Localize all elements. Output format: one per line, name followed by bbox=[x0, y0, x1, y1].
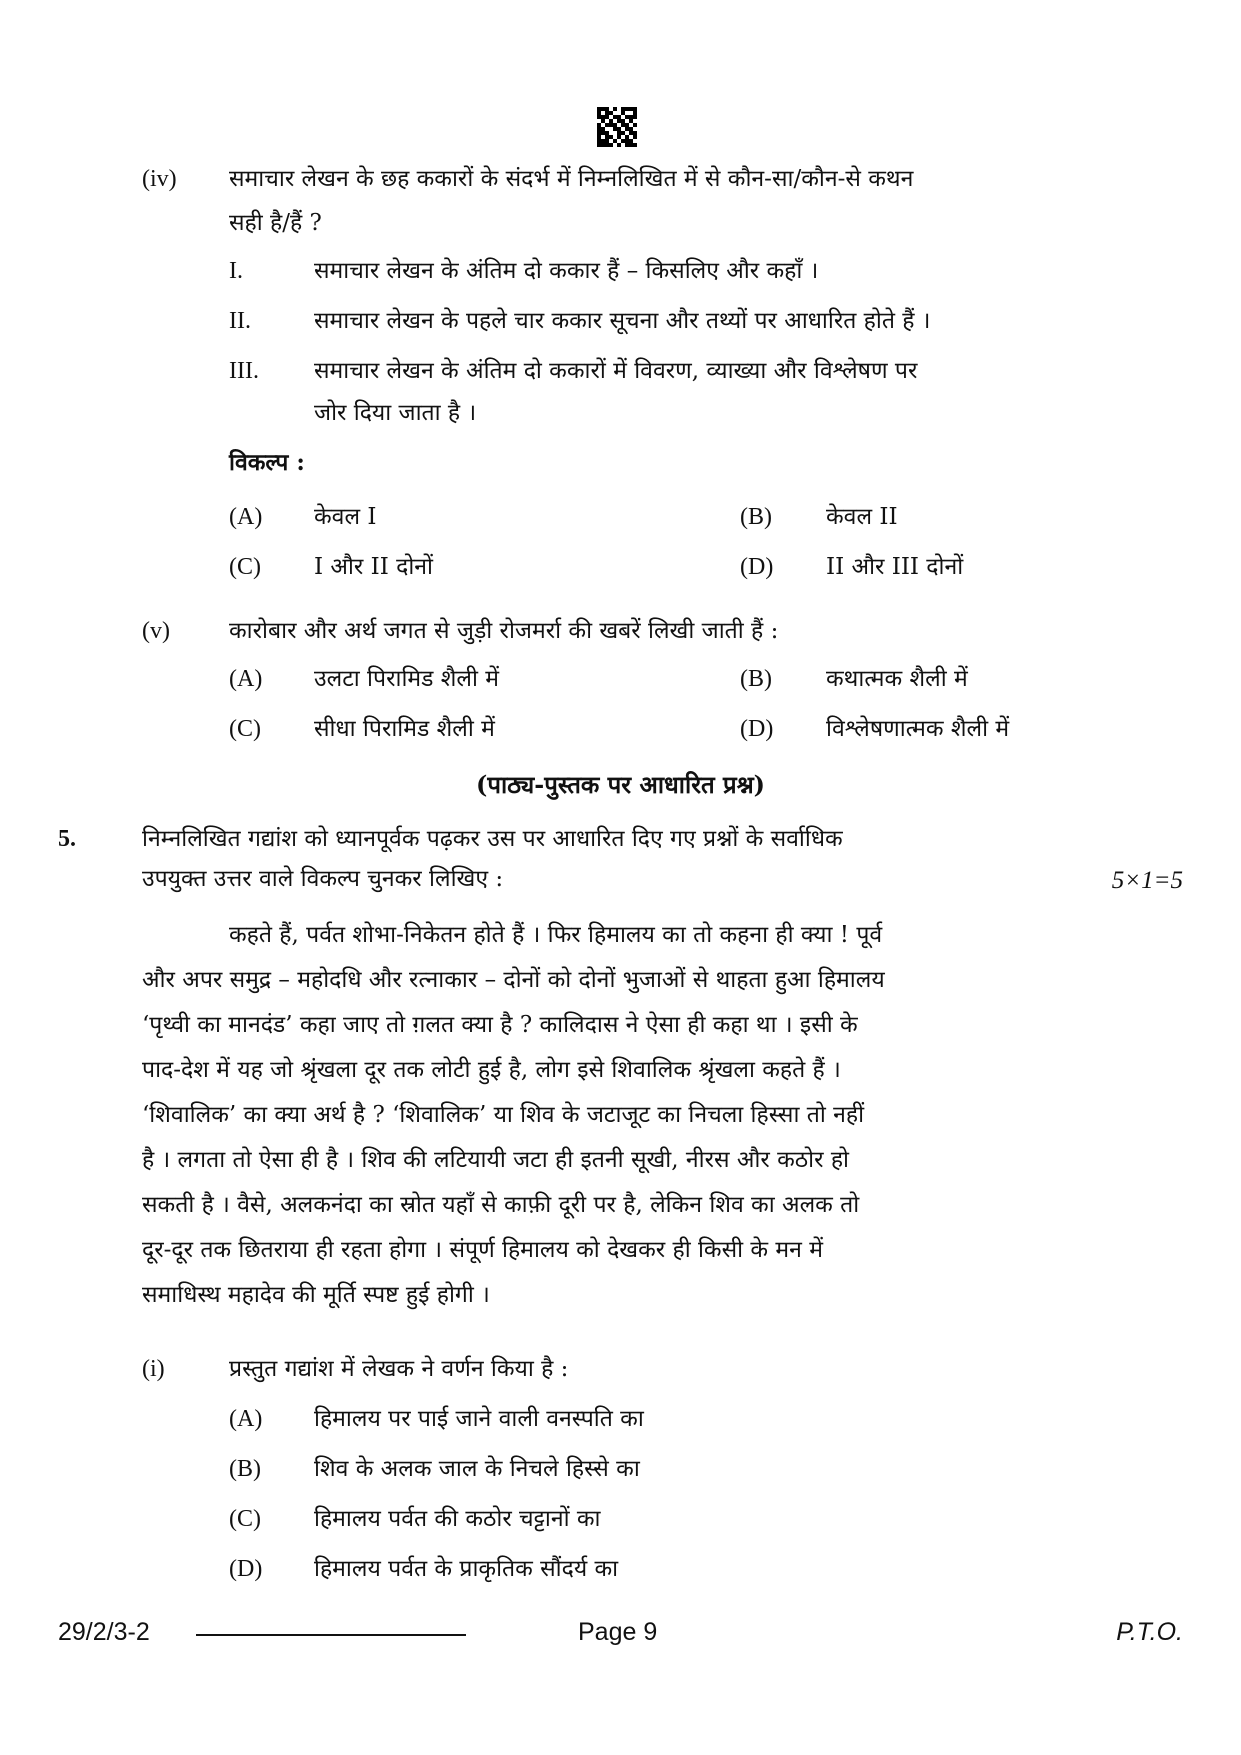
footer-rule bbox=[196, 1634, 466, 1636]
option-text: हिमालय पर्वत की कठोर चट्टानों का bbox=[314, 1506, 601, 1532]
option-text: II और III दोनों bbox=[826, 554, 964, 580]
option-text: I और II दोनों bbox=[314, 554, 434, 580]
option-label: (A) bbox=[229, 504, 263, 530]
question-5-instruction-line2: उपयुक्त उत्तर वाले विकल्प चुनकर लिखिए : bbox=[142, 866, 504, 892]
option-label: (D) bbox=[740, 716, 774, 742]
statement-text: समाचार लेखन के अंतिम दो ककारों में विवरण, व्याख्या और विश्लेषण पर bbox=[314, 358, 918, 384]
option-label: (B) bbox=[740, 504, 772, 530]
option-label: (C) bbox=[229, 1506, 261, 1532]
passage-line: और अपर समुद्र – महोदधि और रत्नाकार – दोनों को दोनों भुजाओं से थाहता हुआ हिमालय bbox=[142, 967, 885, 993]
statement-number: II. bbox=[229, 308, 251, 334]
option-text: हिमालय पर पाई जाने वाली वनस्पति का bbox=[314, 1406, 644, 1432]
page-number: Page 9 bbox=[578, 1618, 658, 1646]
option-label: (A) bbox=[229, 1406, 263, 1432]
question-5-instruction-line1: निम्नलिखित गद्यांश को ध्यानपूर्वक पढ़कर उस पर आधारित दिए गए प्रश्नों के सर्वाधिक bbox=[142, 826, 843, 852]
passage-line: सकती है । वैसे, अलकनंदा का स्रोत यहाँ से काफ़ी दूरी पर है, लेकिन शिव का अलक तो bbox=[142, 1192, 860, 1218]
statement-text: समाचार लेखन के अंतिम दो ककार हैं – किसलिए और कहाँ । bbox=[314, 258, 819, 284]
marks-allocation: 5×1=5 bbox=[1111, 867, 1183, 894]
question-number-5: 5. bbox=[58, 826, 76, 852]
passage-line: पाद-देश में यह जो श्रृंखला दूर तक लोटी हुई है, लोग इसे शिवालिक श्रृंखला कहते हैं । bbox=[142, 1057, 841, 1083]
passage-line: है । लगता तो ऐसा ही है । शिव की लटियायी जटा ही इतनी सूखी, नीरस और कठोर हो bbox=[142, 1147, 849, 1173]
passage-line: समाधिस्थ महादेव की मूर्ति स्पष्ट हुई होगी । bbox=[142, 1282, 490, 1308]
option-label: (C) bbox=[229, 554, 261, 580]
please-turn-over: P.T.O. bbox=[1116, 1618, 1183, 1646]
option-label: (C) bbox=[229, 716, 261, 742]
statement-number: III. bbox=[229, 358, 259, 384]
option-text: विश्लेषणात्मक शैली में bbox=[826, 716, 1010, 742]
option-text: कथात्मक शैली में bbox=[826, 666, 968, 692]
statement-text: समाचार लेखन के पहले चार ककार सूचना और तथ्यों पर आधारित होते हैं । bbox=[314, 308, 931, 334]
question-iv-text-line2: सही है/हैं ? bbox=[229, 210, 322, 236]
option-label: (D) bbox=[229, 1556, 263, 1582]
option-label: (D) bbox=[740, 554, 774, 580]
passage-line: ‘शिवालिक’ का क्या अर्थ है ? ‘शिवालिक’ या शिव के जटाजूट का निचला हिस्सा तो नहीं bbox=[142, 1102, 865, 1128]
option-text: सीधा पिरामिड शैली में bbox=[314, 716, 495, 742]
passage-line: दूर-दूर तक छितराया ही रहता होगा । संपूर्ण हिमालय को देखकर ही किसी के मन में bbox=[142, 1237, 823, 1263]
option-text: उलटा पिरामिड शैली में bbox=[314, 666, 500, 692]
question-v-text: कारोबार और अर्थ जगत से जुड़ी रोजमर्रा की खबरें लिखी जाती हैं : bbox=[229, 618, 779, 644]
section-heading: (पाठ्य-पुस्तक पर आधारित प्रश्न) bbox=[475, 770, 766, 799]
paper-code: 29/2/3-2 bbox=[58, 1618, 150, 1646]
option-label: (B) bbox=[740, 666, 772, 692]
statement-text-continued: जोर दिया जाता है । bbox=[314, 400, 477, 426]
question-number-iv: (iv) bbox=[142, 166, 177, 192]
question-number-i: (i) bbox=[142, 1356, 165, 1382]
option-label: (A) bbox=[229, 666, 263, 692]
option-text: केवल I bbox=[314, 504, 377, 530]
statement-number: I. bbox=[229, 258, 243, 284]
question-iv-text-line1: समाचार लेखन के छह ककारों के संदर्भ में निम्नलिखित में से कौन-सा/कौन-से कथन bbox=[229, 166, 914, 192]
question-number-v: (v) bbox=[142, 618, 170, 644]
option-text: शिव के अलक जाल के निचले हिस्से का bbox=[314, 1456, 640, 1482]
passage-line: कहते हैं, पर्वत शोभा-निकेतन होते हैं । फिर हिमालय का तो कहना ही क्या ! पूर्व bbox=[229, 922, 883, 948]
question-i-text: प्रस्तुत गद्यांश में लेखक ने वर्णन किया है : bbox=[229, 1356, 569, 1382]
passage-line: ‘पृथ्वी का मानदंड’ कहा जाए तो ग़लत क्या है ? कालिदास ने ऐसा ही कहा था । इसी के bbox=[142, 1012, 858, 1038]
qr-code bbox=[597, 107, 637, 147]
option-text: केवल II bbox=[826, 504, 898, 530]
vikalp-label: विकल्प : bbox=[229, 449, 305, 476]
option-label: (B) bbox=[229, 1456, 261, 1482]
option-text: हिमालय पर्वत के प्राकृतिक सौंदर्य का bbox=[314, 1556, 619, 1582]
